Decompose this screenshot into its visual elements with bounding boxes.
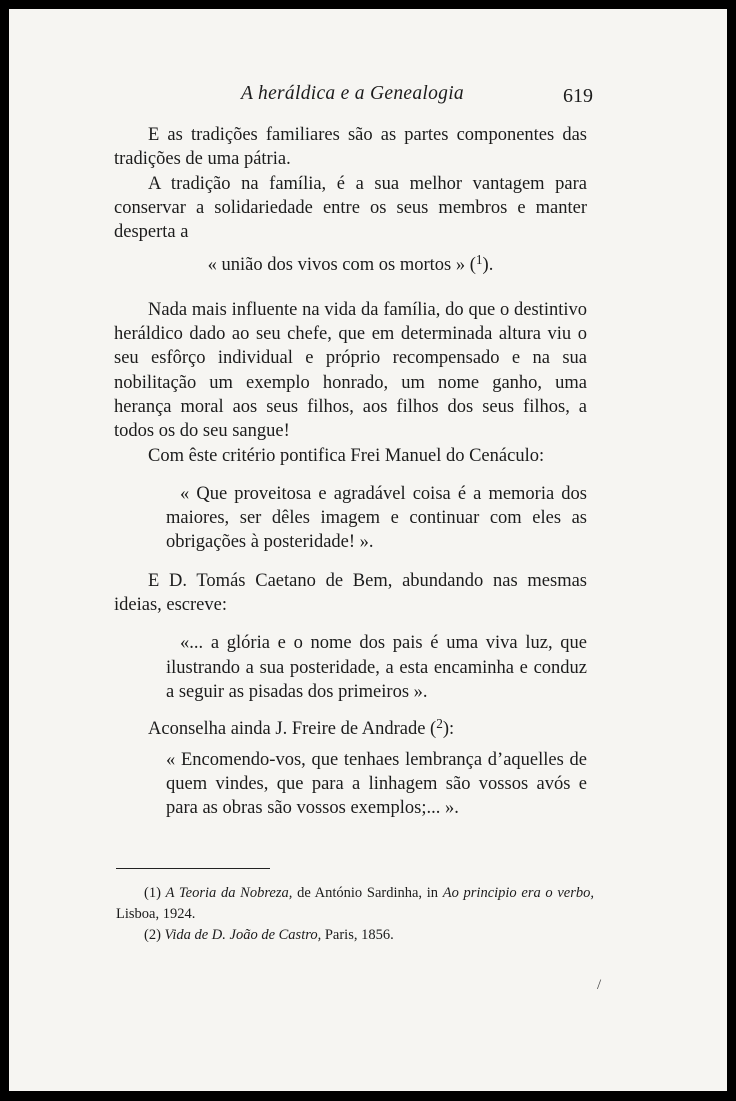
stray-pencil-mark: / — [597, 977, 602, 993]
paragraph-6 — [114, 712, 587, 741]
quote-4: « Encomendo-vos, que tenhaes lembrança d’aquelles de quem vindes, que para a linhagem são vossos avós e para as obras são vossos exemplos;... ». — [166, 749, 587, 819]
footnote-1 — [116, 883, 594, 925]
book-page — [9, 9, 727, 1091]
footnote-rule — [116, 868, 270, 869]
footnote-2 — [116, 925, 594, 946]
spacer — [114, 468, 587, 482]
quote-1-text: « união dos vivos com os mortos » ( — [207, 255, 476, 276]
paragraph-5: E D. Tomás Caetano de Bem, abundando nas mesmas ideias, escreve: — [114, 570, 587, 616]
paragraph-4: Com êste critério pontifica Frei Manuel do Cenáculo: — [148, 445, 545, 466]
quote-1-end: ). — [482, 255, 494, 276]
footnote-1-end: Lisboa, 1924. — [116, 906, 196, 922]
footnotes — [116, 883, 594, 946]
footnote-ref-1: 1 — [475, 252, 483, 268]
footnote-1-title: A Teoria da Nobreza, — [165, 885, 293, 901]
quote-3: «... a glória e o nome dos pais é uma viva luz, que ilustrando a sua posteridade, a esta encaminha e conduz a seguir as pisadas dos primeiros ». — [166, 633, 587, 702]
quote-2: « Que proveitosa e agradável coisa é a memoria dos maiores, ser dêles imagem e continuar com eles as obrigações à posteridade! ». — [166, 483, 587, 553]
footnote-2-mark: (2) — [144, 927, 161, 943]
main-text — [114, 123, 587, 820]
paragraph-2: A tradição na família, é a sua melhor vantagem para conservar a solidariedade entre os seus membros e manter desperta a — [114, 173, 587, 243]
spacer — [114, 617, 587, 631]
footnote-ref-2: 2 — [436, 716, 443, 732]
spacer — [114, 704, 587, 712]
paragraph-1: E as tradições familiares são as partes componentes das tradições de uma pátria. — [114, 125, 587, 170]
paragraph-3: Nada mais influente na vida da família, do que o destintivo heráldico dado ao seu chefe, que em determinada altura viu o seu esfôrço individual e próprio recompensado e na sua nobilitação um exemplo honrado, um nome ganho, uma herança moral aos seus filhos, aos filhos dos seus filhos, a todos os do seu sangue! — [114, 299, 587, 442]
paragraph-6-text: Aconselha ainda J. Freire de Andrade ( — [148, 719, 437, 740]
footnote-2-end: Paris, 1856. — [321, 927, 394, 943]
page-header — [9, 83, 727, 113]
page-number: 619 — [563, 85, 593, 107]
footnote-2-title: Vida de D. João de Castro, — [164, 927, 322, 943]
footnote-1-mid: de António Sardinha, in — [292, 885, 443, 901]
spacer — [114, 555, 587, 569]
footnote-1-mark: (1) — [144, 885, 161, 901]
quote-1 — [114, 248, 587, 277]
footnote-1-work: Ao principio era o verbo, — [442, 885, 594, 901]
running-title: A heráldica e a Genealogia — [241, 83, 464, 104]
paragraph-6-end: ): — [442, 719, 455, 740]
